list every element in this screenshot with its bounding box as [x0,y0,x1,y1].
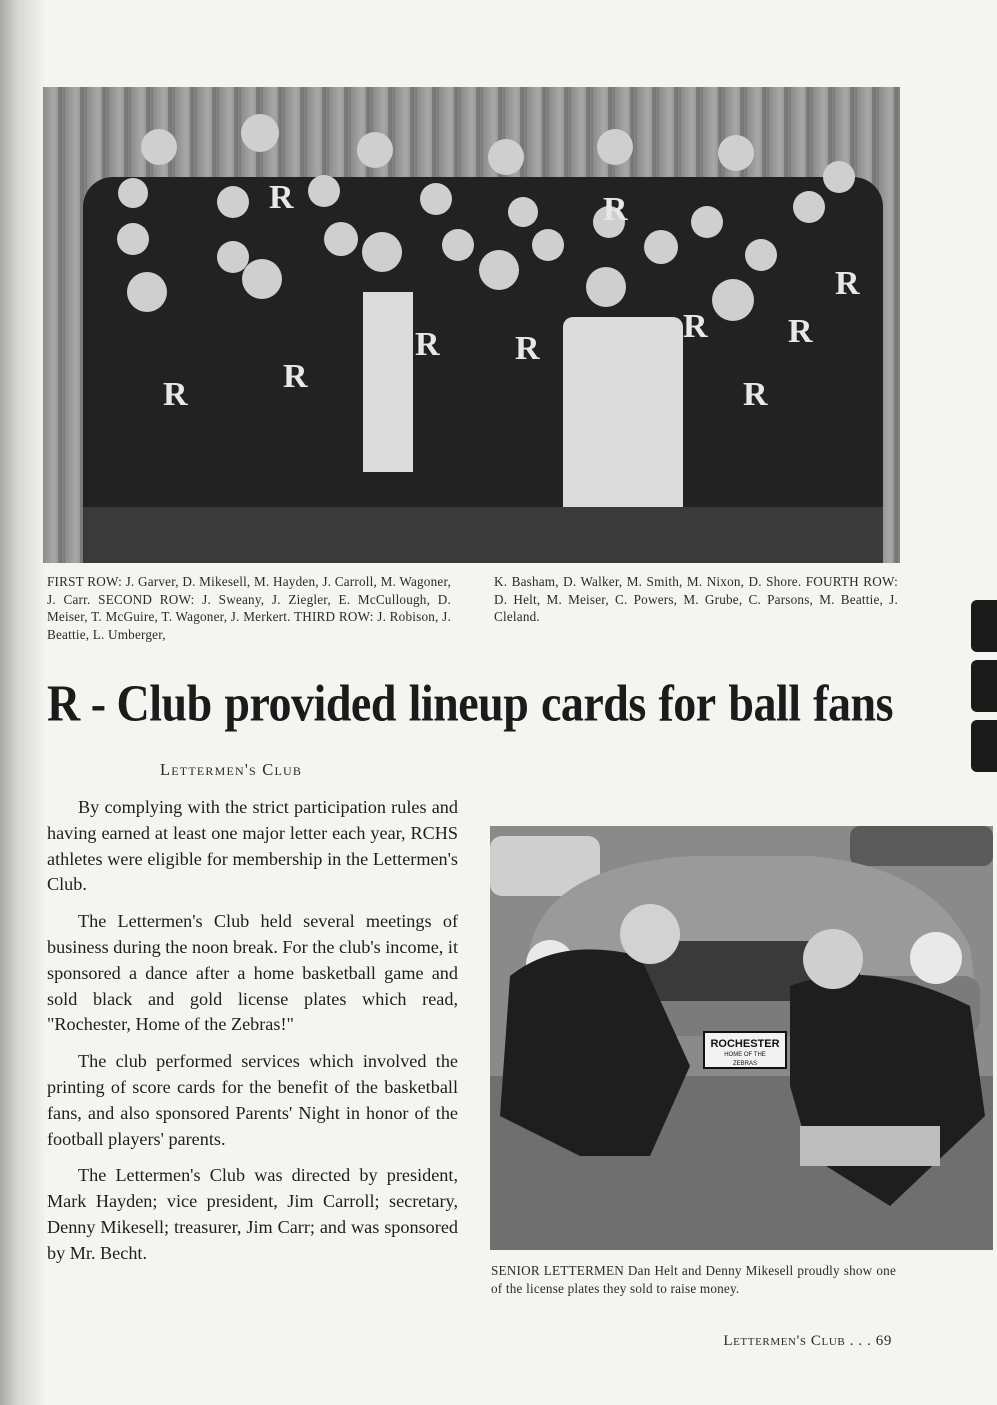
car-photo-caption: SENIOR LETTERMEN Dan Helt and Denny Mikesell proudly show one of the license plates they sold to raise money. [491,1263,896,1296]
svg-text:R: R [603,191,628,228]
team-photo-caption-left: FIRST ROW: J. Garver, D. Mikesell, M. Hayden, J. Carroll, M. Wagoner, J. Carr. SECOND ROW: J. Sweany, J. Ziegler, E. McCullough, D. Meiser, T. McGuire, T. Wagoner, J. Merkert. THIRD ROW: J. Robison, J. Beattie, L. Umberger, [47,574,451,642]
page-headline [47,669,893,747]
headline-word: fans [813,674,893,732]
headline-word: R - Club [47,674,212,732]
page-number: 69 [875,1333,892,1349]
svg-text:R: R [163,376,188,413]
svg-text:R: R [415,326,440,363]
svg-text:R: R [283,358,308,395]
body-paragraph: The Lettermen's Club held several meetings of business during the noon break. For the club's income, it sponsored a dance after a home basketball game and sold black and gold license plates which read, "Rochester, Home of the Zebras!" [47,911,458,1035]
binder-tab [971,600,997,652]
plate-line-2: HOME OF THE [724,1052,766,1058]
binder-tabs [969,600,997,772]
svg-text:R: R [835,265,860,302]
binder-tab [971,660,997,712]
headline-word: cards [540,674,646,732]
article-body [47,795,458,1278]
svg-text:R: R [269,179,294,216]
svg-text:R: R [683,308,708,345]
plate-line-3: ZEBRAS [732,1061,758,1067]
headline-word: ball [728,674,801,732]
svg-text:R: R [515,330,540,367]
page-folio [723,1333,892,1350]
page-binding-shadow [0,0,46,1405]
headline-word: provided [224,674,396,732]
svg-text:R: R [743,376,768,413]
section-subhead: Lettermen's Club [160,760,303,779]
folio-section: Lettermen's Club [723,1333,846,1349]
headline-word: lineup [408,674,529,732]
binder-tab [971,720,997,772]
headline-word: for [658,674,716,732]
plate-line-1: ROCHESTER [710,1038,780,1050]
body-paragraph: By complying with the strict participation rules and having earned at least one major letter each year, RCHS athletes were eligible for membership in the Lettermen's Club. [47,797,458,895]
team-photo-caption-right: K. Basham, D. Walker, M. Smith, M. Nixon, D. Shore. FOURTH ROW: D. Helt, M. Meiser, C. Powers, M. Grube, C. Parsons, M. Beattie, J. Cleland. [494,574,898,624]
license-plate-photo [490,826,993,1250]
folio-separator: . . . [845,1333,876,1349]
svg-text:R: R [788,313,813,350]
team-group-photo [43,87,900,563]
body-paragraph: The Lettermen's Club was directed by president, Mark Hayden; vice president, Jim Carroll; secretary, Denny Mikesell; treasurer, Jim Carr; and was sponsored by Mr. Becht. [47,1165,458,1263]
body-paragraph: The club performed services which involved the printing of score cards for the benefit of the basketball fans, and also sponsored Parents' Night in honor of the football players' parents. [47,1051,458,1149]
